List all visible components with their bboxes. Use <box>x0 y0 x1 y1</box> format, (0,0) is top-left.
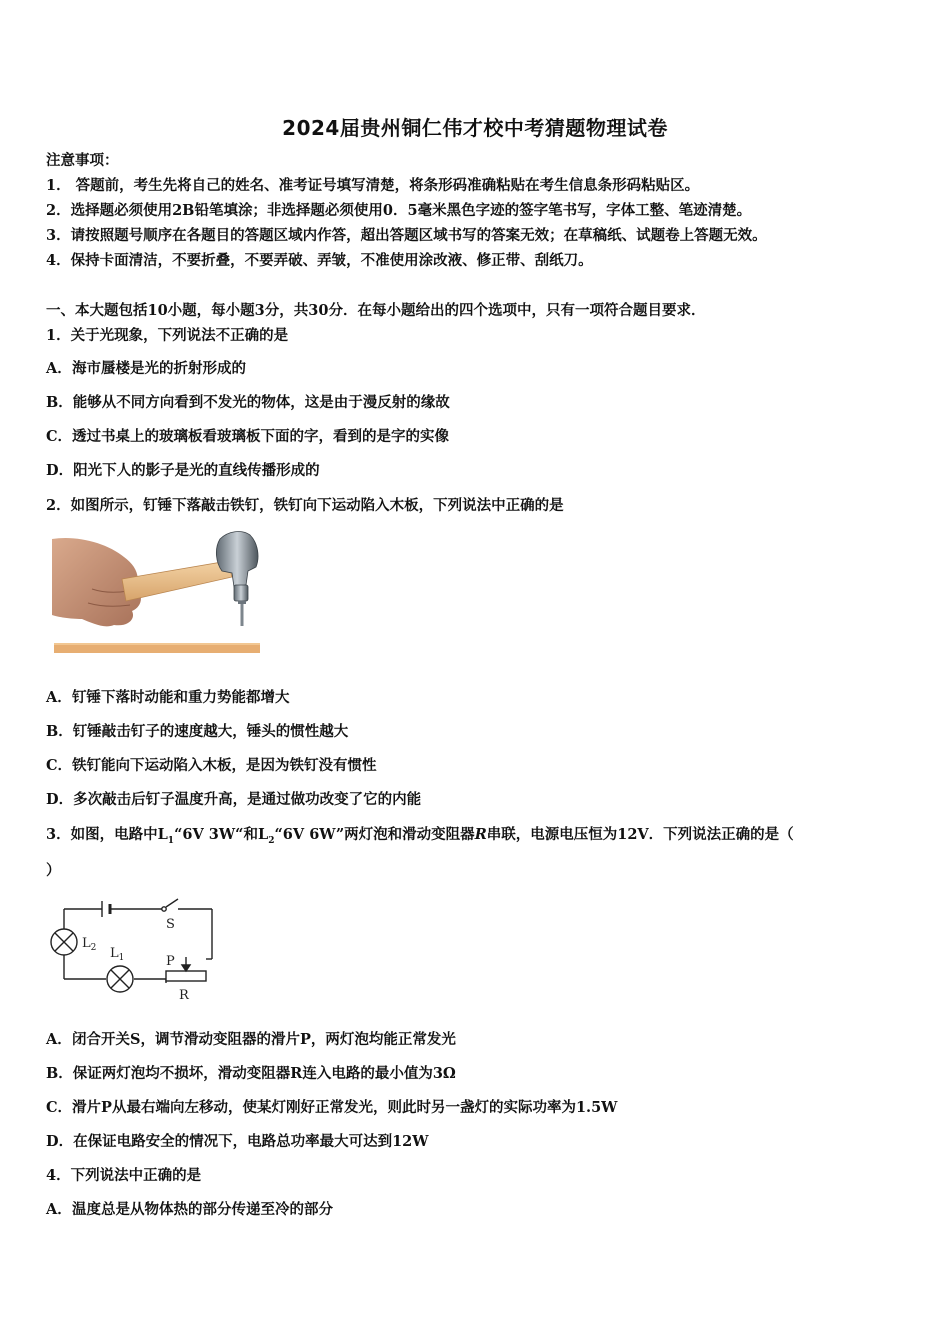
q4-option-a <box>46 1201 333 1219</box>
hammer-head-icon <box>216 532 258 601</box>
subscript: 2 <box>268 835 275 846</box>
option-label: B． <box>46 394 73 411</box>
option-label: A． <box>46 689 72 706</box>
lamp-label-sub: 1 <box>118 953 125 963</box>
notice-item <box>46 227 767 245</box>
q1-option-b <box>46 394 450 412</box>
nail-icon <box>238 601 246 626</box>
option-text: 闭合开关S，调节滑动变阻器的滑片P，两灯泡均能正常发光 <box>72 1031 456 1048</box>
option-text: 在保证电路安全的情况下，电路总功率最大可达到12W <box>73 1133 429 1150</box>
battery-icon <box>102 901 110 917</box>
option-label: D． <box>46 462 74 479</box>
option-label: D． <box>46 1133 74 1150</box>
lamp-l1-icon <box>107 966 133 992</box>
resistor-symbol-text: R <box>474 826 487 843</box>
option-text: 多次敲击后钉子温度升高，是通过做功改变了它的内能 <box>73 791 422 808</box>
switch-icon <box>162 899 178 911</box>
option-text: 温度总是从物体热的部分传递至冷的部分 <box>72 1201 333 1218</box>
lamp-label-text: L <box>82 936 91 951</box>
question-3-stem <box>46 826 794 850</box>
option-label: B． <box>46 1065 73 1082</box>
hammer-nail-figure <box>52 527 264 657</box>
q3-option-b <box>46 1065 456 1083</box>
option-label: B． <box>46 723 73 740</box>
subscript: 1 <box>167 835 175 846</box>
option-label: C． <box>46 1099 73 1116</box>
switch-label: S <box>166 917 175 932</box>
notice-num: 3． <box>46 227 71 244</box>
section-heading: 一、本大题包括10小题，每小题3分，共30分．在每小题给出的四个选项中，只有一项符合题目要求． <box>46 302 706 319</box>
q3-option-c <box>46 1099 617 1117</box>
lamp-label-text: L <box>110 946 119 961</box>
option-text: 保证两灯泡均不损坏，滑动变阻器R连入电路的最小值为3Ω <box>72 1065 456 1082</box>
page-title: 2024届贵州铜仁伟才校中考猜题物理试卷 <box>282 116 668 140</box>
q3-option-a <box>46 1031 456 1049</box>
option-text: 钉锤下落时动能和重力势能都增大 <box>72 689 290 706</box>
option-label: C． <box>46 428 73 445</box>
stem-part: 串联，电源电压恒为12V．下列说法正确的是（ <box>486 826 794 843</box>
option-text: 海市蜃楼是光的折射形成的 <box>72 360 246 377</box>
notice-text: 选择题必须使用2B铅笔填涂；非选择题必须使用0．5毫米黑色字迹的签字笔书写，字体工整、笔迹清楚。 <box>70 202 752 219</box>
q2-option-a <box>46 689 290 707</box>
option-text: 钉锤敲击钉子的速度越大，锤头的惯性越大 <box>72 723 349 740</box>
option-label: A． <box>46 360 72 377</box>
question-4-stem: 4．下列说法中正确的是 <box>46 1167 202 1184</box>
stem-part: “6V 3W“和L <box>174 826 269 843</box>
notice-num: 4． <box>46 252 71 269</box>
question-2-stem: 2．如图所示，钉锤下落敲击铁钉，铁钉向下运动陷入木板，下列说法中正确的是 <box>46 497 564 514</box>
q1-option-a <box>46 360 246 378</box>
question-1-stem: 1．关于光现象，下列说法不正确的是 <box>46 327 289 344</box>
notice-num: 2． <box>46 202 71 219</box>
option-text: 阳光下人的影子是光的直线传播形成的 <box>73 462 320 479</box>
option-label: A． <box>46 1201 72 1218</box>
q2-option-c <box>46 757 377 775</box>
lamp-l1-label <box>110 946 124 963</box>
circuit-diagram <box>46 895 218 1005</box>
notice-item <box>46 252 593 270</box>
q3-option-d <box>46 1133 429 1151</box>
option-text: 铁钉能向下运动陷入木板，是因为铁钉没有惯性 <box>72 757 377 774</box>
option-label: A． <box>46 1031 72 1048</box>
option-text: 能够从不同方向看到不发光的物体，这是由于漫反射的缘故 <box>72 394 450 411</box>
option-text: 透过书桌上的玻璃板看玻璃板下面的字，看到的是字的实像 <box>72 428 450 445</box>
option-text: 滑片P从最右端向左移动，使某灯刚好正常发光，则此时另一盏灯的实际功率为1.5W <box>72 1099 618 1116</box>
lamp-l2-label <box>82 936 96 953</box>
stem-part: “6V 6W”两灯泡和滑动变阻器 <box>274 826 475 843</box>
lamp-label-sub: 2 <box>90 943 97 953</box>
notice-text: 保持卡面清洁，不要折叠，不要弄破、弄皱，不准使用涂改液、修正带、刮纸刀。 <box>70 252 593 269</box>
q2-option-d <box>46 791 421 809</box>
lamp-l2-icon <box>51 929 77 955</box>
rheostat-label: R <box>179 988 189 1003</box>
option-label: D． <box>46 791 74 808</box>
notice-heading: 注意事项： <box>46 152 119 169</box>
q2-option-b <box>46 723 348 741</box>
q1-option-c <box>46 428 449 446</box>
hammer-handle-icon <box>122 561 232 601</box>
notice-item <box>46 202 751 220</box>
stem-part: 3．如图，电路中L <box>46 826 168 843</box>
notice-num: 1． <box>46 177 71 194</box>
wood-board-icon <box>54 643 260 653</box>
slider-label: P <box>166 954 175 969</box>
option-label: C． <box>46 757 73 774</box>
notice-text: 请按照题号顺序在各题目的答题区域内作答，超出答题区域书写的答案无效；在草稿纸、试题卷上答题无效。 <box>70 227 767 244</box>
notice-text: 答题前，考生先将自己的姓名、准考证号填写清楚，将条形码准确粘贴在考生信息条形码粘贴区。 <box>70 177 700 194</box>
q1-option-d <box>46 462 320 480</box>
notice-item <box>46 177 699 195</box>
question-3-stem-close: ） <box>46 862 61 879</box>
